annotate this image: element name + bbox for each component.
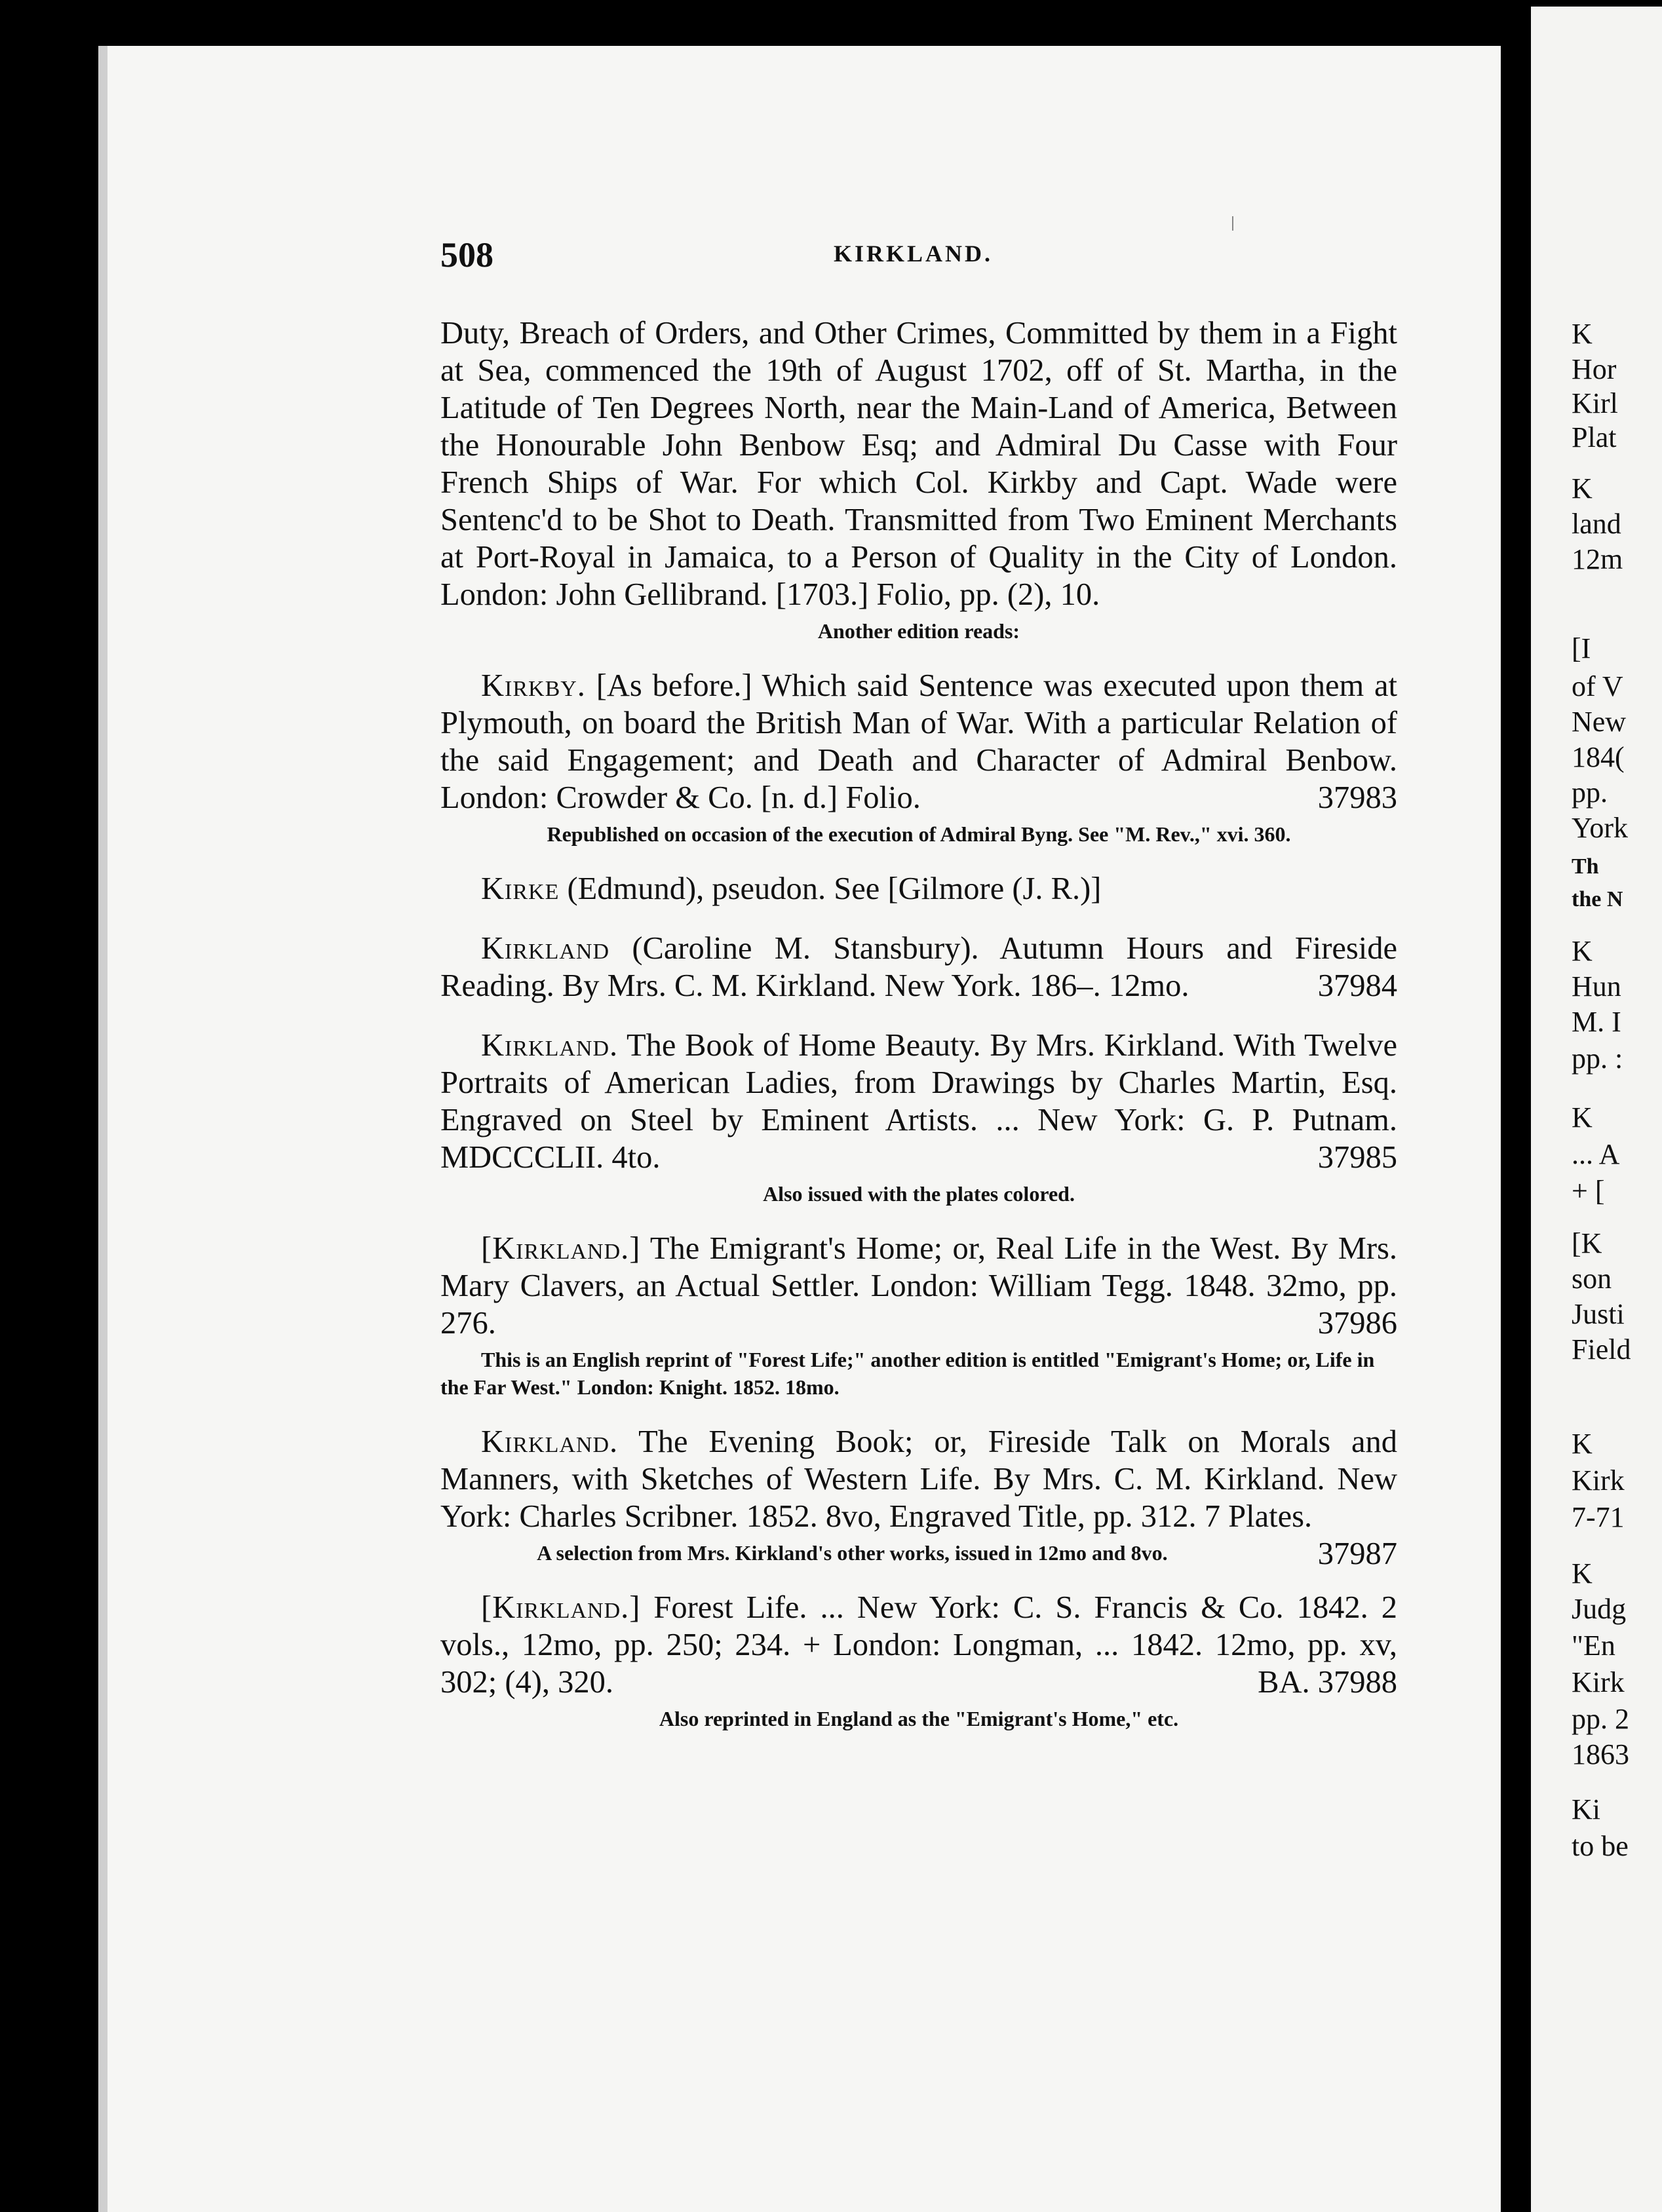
entry-kirkland-emigrants-home (440, 1230, 1397, 1401)
entry-heading: Kirkland. (481, 1424, 619, 1459)
next-page-fragment: 12m (1572, 543, 1623, 575)
next-page-fragment: Plat (1572, 421, 1617, 453)
next-page-fragment: "En (1572, 1630, 1615, 1662)
entry-note: Another edition reads: (817, 619, 1020, 643)
entry-number: 37984 (1317, 968, 1397, 1003)
next-page-fragment: K (1572, 935, 1593, 967)
next-page-fragment: pp. (1572, 776, 1608, 809)
next-page-fragment: Hun (1572, 970, 1621, 1002)
entry-heading: Kirkland (481, 931, 610, 966)
entry-heading: Kirkland. (481, 1028, 619, 1063)
next-page-edge (1531, 7, 1662, 2212)
page-number: 508 (440, 235, 493, 275)
next-page-fragment: Ki (1572, 1793, 1600, 1825)
next-page-fragment: Kirl (1572, 387, 1618, 419)
entry-note: Republished on occasion of the execution of Admiral Byng. See "M. Rev.," xvi. 360. (547, 822, 1291, 846)
entry-text: Forest Life. ... New York: C. S. Francis & Co. 1842. 2 vols., 12mo, pp. 250; 234. + London: Longman, ... 1842. 12mo, pp. xv, 302; (4), 320. (440, 1590, 1397, 1700)
next-page-fragment: [K (1572, 1227, 1602, 1259)
entry-heading: Kirke (481, 871, 560, 906)
next-page-fragment: 184( (1572, 741, 1625, 773)
next-page-fragment: M. I (1572, 1006, 1621, 1038)
next-page-fragment: Hor (1572, 353, 1617, 385)
entry-number: 37987 (1317, 1536, 1397, 1571)
entry-continued (440, 315, 1397, 645)
next-page-fragment: K (1572, 318, 1593, 350)
entry-number: 37986 (1317, 1306, 1397, 1341)
next-page-fragment: Judg (1572, 1593, 1627, 1625)
next-page-fragment: of V (1572, 670, 1623, 702)
entry-kirkland-autumn-hours (440, 930, 1397, 1004)
next-page-fragment: 1863 (1572, 1738, 1629, 1770)
entry-number: BA. 37988 (1258, 1665, 1397, 1700)
page-gutter (1501, 0, 1531, 2212)
entry-note: This is an English reprint of "Forest Life;" another edition is entitled "Emigrant's Home; or, Life in the Far West." London: Knight. 1852. 18mo. (440, 1348, 1375, 1399)
next-page-fragment: New (1572, 706, 1627, 738)
next-page-fragment: pp. : (1572, 1042, 1623, 1075)
next-page-fragment: 7-71 (1572, 1501, 1625, 1533)
next-page-fragment: pp. 2 (1572, 1703, 1629, 1735)
entry-text: The Emigrant's Home; or, Real Life in the West. By Mrs. Mary Clavers, an Actual Settler. London: William Tegg. 1848. 32mo, pp. 276. (440, 1231, 1398, 1341)
entry-number: 37985 (1317, 1140, 1397, 1175)
scan-mark (1232, 216, 1233, 231)
page-body (440, 315, 1397, 1732)
entry-text: The Evening Book; or, Fireside Talk on Morals and Manners, with Sketches of Western Life. By Mrs. C. M. Kirkland. New York: Charles Scribner. 1852. 8vo, Engraved Title, pp. 312. 7 Plates. (440, 1424, 1398, 1534)
next-page-fragment: + [ (1572, 1175, 1605, 1207)
next-page-fragment: Kirk (1572, 1666, 1625, 1698)
entry-number: 37983 (1317, 780, 1397, 815)
next-page-fragment: Kirk (1572, 1464, 1625, 1497)
entry-heading: [Kirkland.] (481, 1590, 641, 1625)
scan-left-border (0, 0, 98, 2212)
next-page-fragment: K (1572, 472, 1593, 505)
entry-kirkby (440, 667, 1397, 848)
entry-text: (Edmund), pseudon. See [Gilmore (J. R.)] (567, 871, 1102, 906)
entry-heading: [Kirkland.] (481, 1231, 641, 1266)
entry-kirkland-forest-life (440, 1589, 1397, 1732)
entry-kirke (440, 870, 1397, 907)
next-page-fragment: York (1572, 812, 1629, 844)
next-page-fragment: Th (1572, 854, 1599, 879)
entry-text: The Book of Home Beauty. By Mrs. Kirkland. With Twelve Portraits of American Ladies, from Drawings by Charles Martin, Esq. Engraved on Steel by Eminent Artists. ... New York: G. P. Putnam. MDCCCLII. 4to. (440, 1028, 1398, 1175)
entry-text: Duty, Breach of Orders, and Other Crimes, Committed by them in a Fight at Sea, commenced the 19th of August 1702, off of St. Martha, in the Latitude of Ten Degrees North, near the Main-Land of America, Between the Honourable John Benbow Esq; and Admiral Du Casse with Four French Ships of War. For which Col. Kirkby and Capt. Wade were Sentenc'd to be Shot to Death. Transmitted from Two Eminent Merchants at Port-Royal in Jamaica, to a Person of Quality in the City of London. London: John Gellibrand. [1703.] Folio, pp. (2), 10. (440, 316, 1397, 612)
next-page-fragment: [I (1572, 632, 1591, 664)
next-page-fragment: K (1572, 1101, 1593, 1134)
next-page-fragment: Field (1572, 1333, 1631, 1365)
next-page-fragment: to be (1572, 1830, 1629, 1862)
next-page-fragment: land (1572, 508, 1621, 540)
next-page-fragment: K (1572, 1557, 1593, 1590)
next-page-fragment: ... A (1572, 1138, 1620, 1170)
entry-text: [As before.] Which said Sentence was executed upon them at Plymouth, on board the British Man of War. With a particular Relation of the said Engagement; and Death and Character of Admiral Benbow. London: Crowder & Co. [n. d.] Folio. (440, 668, 1398, 815)
entry-text: (Caroline M. Stansbury). Autumn Hours and Fireside Reading. By Mrs. C. M. Kirkland. New York. 186–. 12mo. (440, 931, 1397, 1003)
entry-note: Also issued with the plates colored. (763, 1182, 1075, 1206)
next-page-fragment: K (1572, 1428, 1593, 1460)
next-page-fragment: Justi (1572, 1298, 1625, 1330)
next-page-fragment: the N (1572, 887, 1623, 911)
entry-kirkland-home-beauty (440, 1027, 1397, 1208)
entry-kirkland-evening-book (440, 1423, 1398, 1571)
entry-heading: Kirkby. (481, 668, 586, 703)
next-page-fragment: son (1572, 1263, 1612, 1295)
entry-note: A selection from Mrs. Kirkland's other works, issued in 12mo and 8vo. (537, 1541, 1168, 1565)
entry-note: Also reprinted in England as the "Emigrant's Home," etc. (659, 1707, 1179, 1730)
running-title: KIRKLAND. (834, 240, 994, 267)
